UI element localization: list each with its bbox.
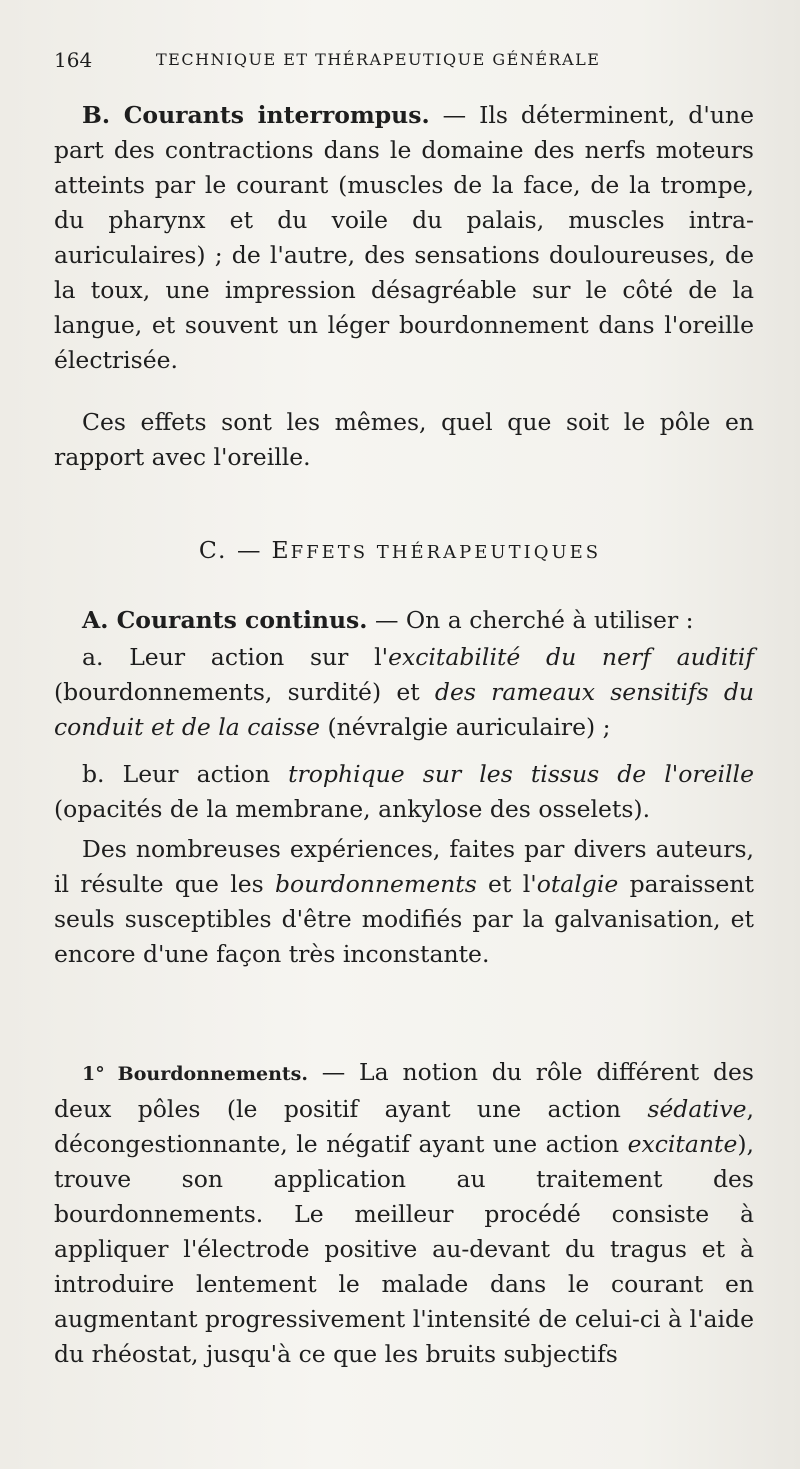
section-initial: E bbox=[271, 536, 291, 564]
subsection-label: A. Courants continus. bbox=[82, 606, 368, 634]
text-run: b. Leur action bbox=[82, 760, 289, 788]
paragraph-text: — Ils déterminent, d'une part des contractions dans le domaine des nerfs moteurs atteints par le courant (muscles de la face, de la trompe, du pharynx et du voile du palais, muscles intra-auriculaires) ; de l'autre, des sensations douloureuses, de la toux, une impression désagréable sur le côté de la langue, et souvent un léger bourdonnement dans l'oreille électrisée. bbox=[54, 101, 754, 374]
text-run: paraissent seuls susceptibles d'être modifiés par la galvanisation, et encore d'une façon très inconstante. bbox=[54, 870, 754, 968]
text-run: Des nombreuses expériences, faites par divers auteurs, il résulte que les bbox=[54, 835, 754, 898]
paragraph-item-a bbox=[54, 640, 754, 745]
paragraph-bourdonnements bbox=[54, 1055, 754, 1372]
text-run: ), trouve son application au traitement des bourdonnements. Le meilleur procédé consiste à appliquer l'électrode positive au-devant du tragus et à introduire lentement le malade dans le courant en augmentant progressivement l'intensité de celui-ci à l'aide du rhéostat, jusqu'à ce que les bruits subjectifs bbox=[54, 1130, 754, 1368]
text-run: a. Leur action sur l' bbox=[82, 643, 389, 671]
italic-run: trophique sur les tissus de l'oreille bbox=[288, 760, 754, 788]
running-title: TECHNIQUE ET THÉRAPEUTIQUE GÉNÉRALE bbox=[156, 50, 601, 69]
italic-run: excitante bbox=[627, 1130, 738, 1158]
paragraph-item-b bbox=[54, 757, 754, 827]
text-run: (névralgie auriculaire) ; bbox=[320, 713, 611, 741]
subsection-label: 1° Bourdonnements. bbox=[82, 1063, 308, 1085]
page-number: 164 bbox=[54, 48, 93, 72]
paragraph-courants-interrompus bbox=[54, 98, 754, 378]
italic-run: des rameaux sensitifs du conduit et de la caisse bbox=[54, 678, 754, 741]
subsection-label: B. Courants interrompus. bbox=[82, 101, 430, 129]
text-run: (opacités de la membrane, ankylose des osselets). bbox=[54, 795, 651, 823]
text-run: (bourdonnements, surdité) et bbox=[54, 678, 435, 706]
section-title-rest: FFETS THÉRAPEUTIQUES bbox=[290, 542, 602, 563]
section-prefix: C. — bbox=[198, 536, 263, 564]
italic-run: bourdonnements bbox=[275, 870, 477, 898]
section-heading bbox=[0, 536, 800, 564]
paragraph-experiences bbox=[54, 832, 754, 972]
italic-run: otalgie bbox=[536, 870, 619, 898]
page-header bbox=[54, 44, 754, 74]
paragraph-text: Ces effets sont les mêmes, quel que soit le pôle en rapport avec l'oreille. bbox=[54, 408, 754, 471]
paragraph-text: — On a cherché à utiliser : bbox=[367, 606, 694, 634]
text-run: et l' bbox=[476, 870, 537, 898]
italic-run: sédative bbox=[647, 1095, 747, 1123]
paragraph-effets bbox=[54, 405, 754, 475]
text-run: , décongestionnante, le négatif ayant une action bbox=[54, 1095, 754, 1158]
paragraph-courants-continus bbox=[54, 603, 754, 638]
italic-run: excitabilité du nerf auditif bbox=[388, 643, 754, 671]
text-run: — La notion du rôle différent des deux pôles (le positif ayant une action bbox=[54, 1058, 754, 1123]
